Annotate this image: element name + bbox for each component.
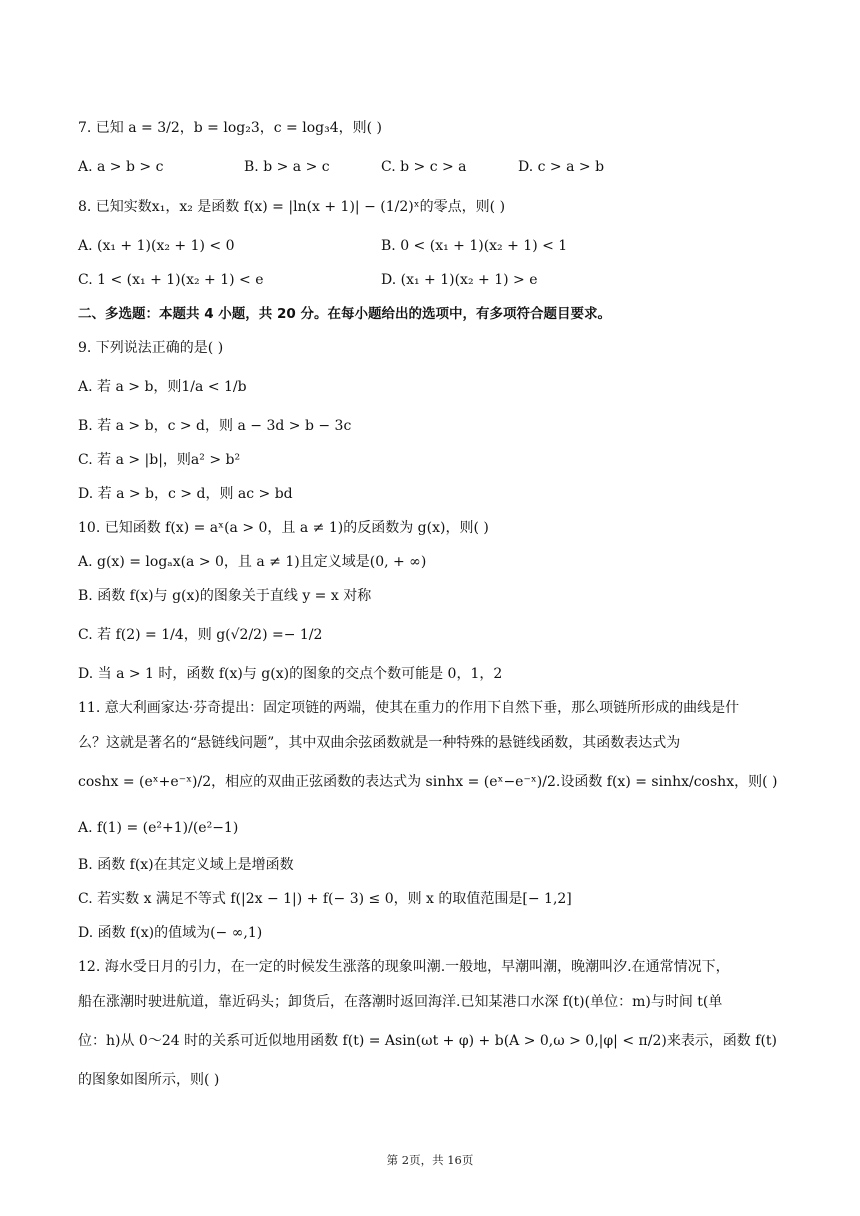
q9-option-a: A. 若 a > b，则1/a < 1/b [78, 379, 247, 395]
section-heading-multiple-choice: 二、多选题：本题共 4 小题，共 20 分。在每小题给出的选项中，有多项符合题目要求。 [78, 306, 611, 322]
q8-option-c: C. 1 < (x₁ + 1)(x₂ + 1) < e [78, 272, 264, 288]
q8-option-d: D. (x₁ + 1)(x₂ + 1) > e [381, 272, 538, 288]
q7-option-b: B. b > a > c [244, 159, 330, 175]
q9-option-d: D. 若 a > b，c > d，则 ac > bd [78, 486, 293, 502]
page-footer: 第 2页，共 16页 [386, 1153, 474, 1167]
q12-text-line-4: 的图象如图所示，则( ) [78, 1072, 220, 1088]
q11-option-d: D. 函数 f(x)的值域为(− ∞,1) [78, 925, 263, 941]
q7-option-c: C. b > c > a [381, 159, 467, 175]
q11-option-a: A. f(1) = (e²+1)/(e²−1) [78, 820, 239, 836]
q12-text-line-1: 12. 海水受日月的引力，在一定的时候发生涨落的现象叫潮.一般地，早潮叫潮，晚潮叫汐.在通常情况下， [78, 959, 730, 975]
q11-option-b: B. 函数 f(x)在其定义域上是增函数 [78, 857, 294, 873]
q12-text-line-3: 位：h)从 0～24 时的关系可近似地用函数 f(t) = Asin(ωt + φ) + b(A > 0,ω > 0,|φ| < π/2)来表示，函数 f(t) [78, 1033, 777, 1049]
q10-option-d: D. 当 a > 1 时，函数 f(x)与 g(x)的图象的交点个数可能是 0，1，2 [78, 666, 503, 682]
q12-text-line-2: 船在涨潮时驶进航道，靠近码头；卸货后，在落潮时返回海洋.已知某港口水深 f(t)(单位：m)与时间 t(单 [78, 994, 723, 1010]
q10-option-a: A. g(x) = logₐx(a > 0，且 a ≠ 1)且定义域是(0, + ∞) [78, 554, 427, 570]
q9-option-b: B. 若 a > b，c > d，则 a − 3d > b − 3c [78, 418, 352, 434]
q10-stem: 10. 已知函数 f(x) = aˣ(a > 0，且 a ≠ 1)的反函数为 g(x)，则( ) [78, 520, 489, 536]
q10-option-c: C. 若 f(2) = 1/4，则 g(√2/2) =− 1/2 [78, 627, 323, 643]
q8-stem: 8. 已知实数x₁，x₂ 是函数 f(x) = |ln(x + 1)| − (1/2)ˣ的零点，则( ) [78, 199, 506, 215]
q7-option-d: D. c > a > b [518, 159, 605, 175]
q7-stem: 7. 已知 a = 3/2，b = log₂3，c = log₃4，则( ) [78, 120, 382, 136]
q9-option-c: C. 若 a > |b|，则a² > b² [78, 452, 241, 468]
q11-text-line-2: 么？这就是著名的“悬链线问题”，其中双曲余弦函数就是一种特殊的悬链线函数，其函数表达式为 [78, 735, 681, 751]
q8-option-b: B. 0 < (x₁ + 1)(x₂ + 1) < 1 [381, 238, 568, 254]
q11-text-line-3: coshx = (eˣ+e⁻ˣ)/2，相应的双曲正弦函数的表达式为 sinhx = (eˣ−e⁻ˣ)/2.设函数 f(x) = sinhx/coshx，则( ) [78, 774, 778, 790]
q11-text-line-1: 11. 意大利画家达·芬奇提出：固定项链的两端，使其在重力的作用下自然下垂，那么项链所形成的曲线是什 [78, 700, 740, 716]
q7-option-a: A. a > b > c [78, 159, 164, 175]
q10-option-b: B. 函数 f(x)与 g(x)的图象关于直线 y = x 对称 [78, 588, 372, 604]
q11-option-c: C. 若实数 x 满足不等式 f(|2x − 1|) + f(− 3) ≤ 0，则 x 的取值范围是[− 1,2] [78, 891, 572, 907]
q8-option-a: A. (x₁ + 1)(x₂ + 1) < 0 [78, 238, 235, 254]
q9-stem: 9. 下列说法正确的是( ) [78, 340, 224, 356]
